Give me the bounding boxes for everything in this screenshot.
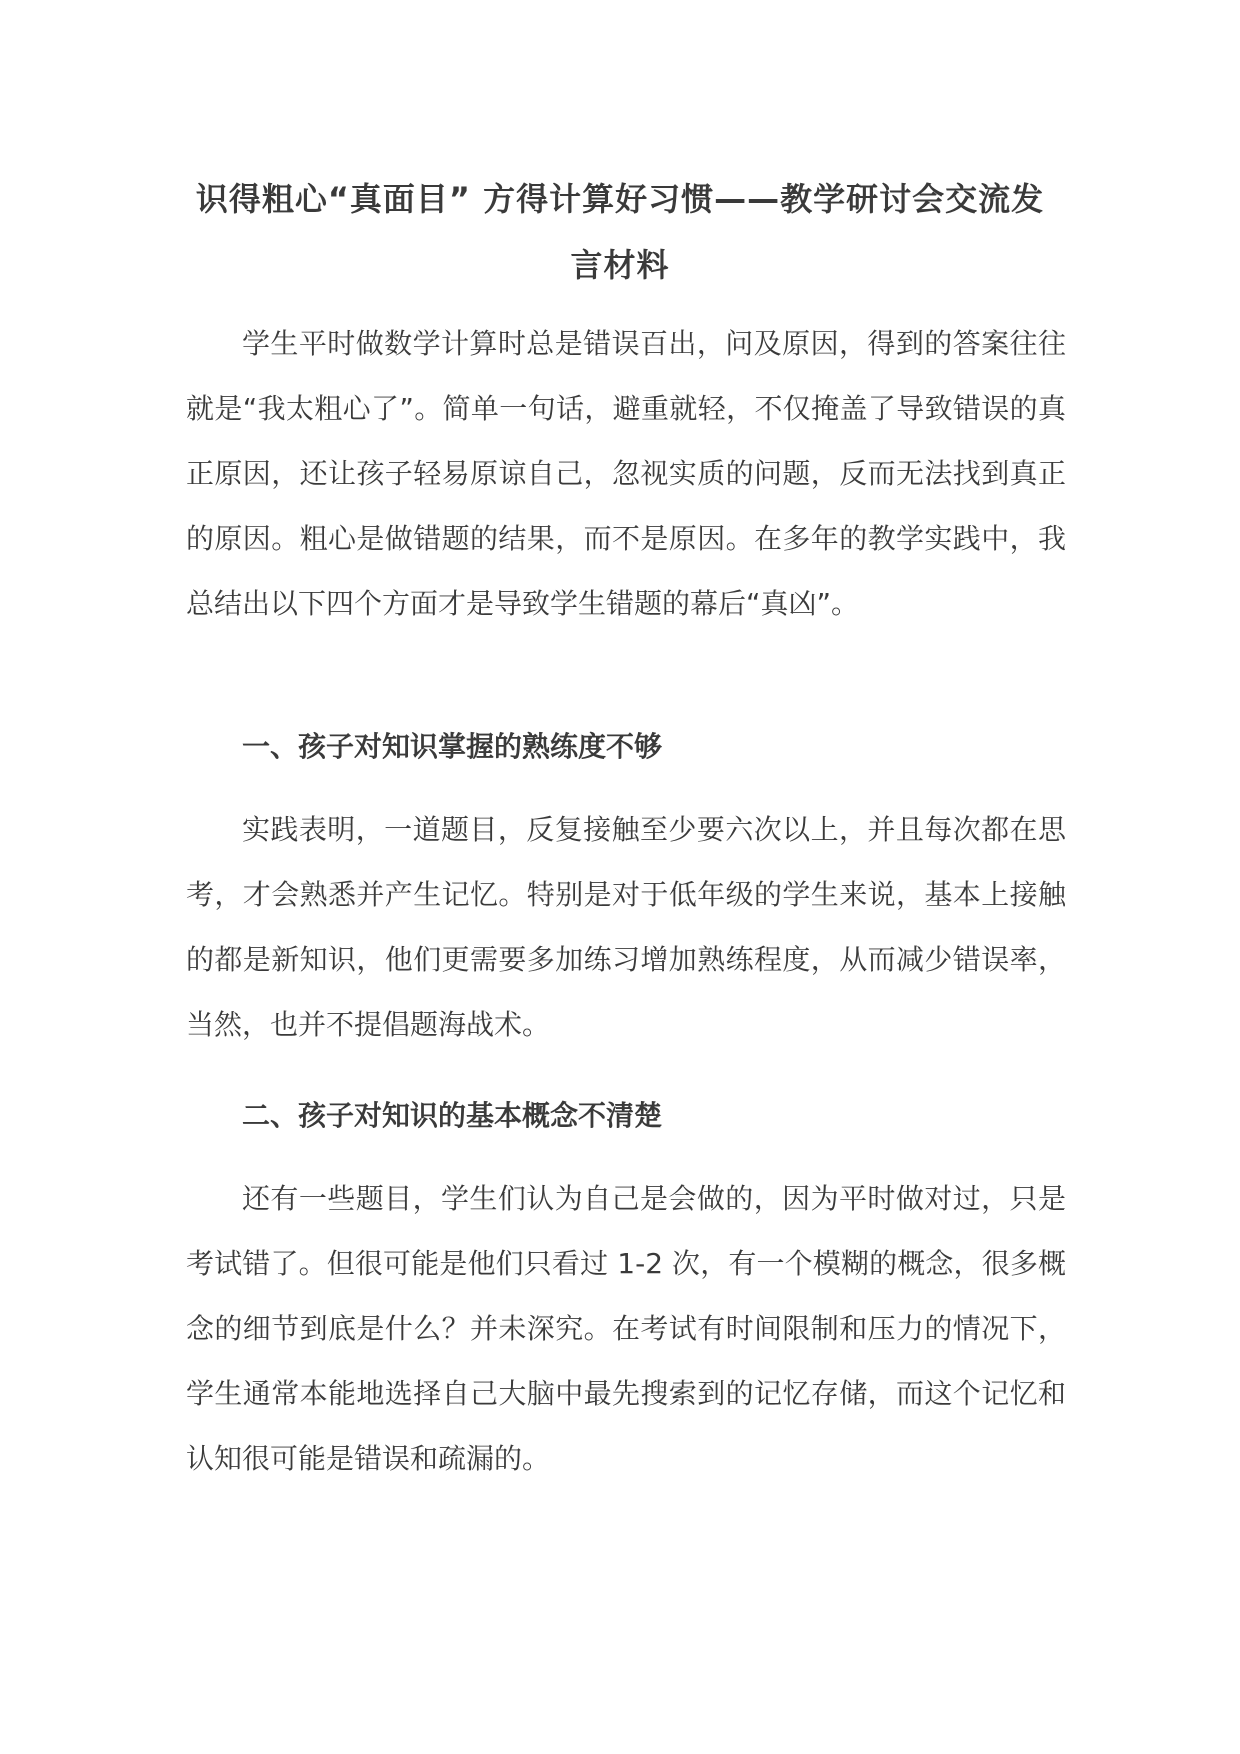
section-heading: 二、孩子对知识的基本概念不清楚 bbox=[242, 1099, 663, 1132]
document-title: 识得粗心“真面目” 方得计算好习惯——教学研讨会交流发言材料 bbox=[195, 180, 1045, 284]
body-paragraph: 学生平时做数学计算时总是错误百出，问及原因，得到的答案往往就是“我太粗心了”。简单一句话，避重就轻，不仅掩盖了导致错误的真正原因，还让孩子轻易原谅自己，忽视实质的问题，反而无法找到真正的原因。粗心是做错题的结果，而不是原因。在多年的教学实践中，我总结出以下四个方面才是导致学生错题的幕后“真凶”。 bbox=[186, 327, 1066, 620]
body-paragraph: 实践表明，一道题目，反复接触至少要六次以上，并且每次都在思考，才会熟悉并产生记忆。特别是对于低年级的学生来说，基本上接触的都是新知识，他们更需要多加练习增加熟练程度，从而减少错误率，当然，也并不提倡题海战术。 bbox=[186, 813, 1066, 1041]
section-heading: 一、孩子对知识掌握的熟练度不够 bbox=[242, 730, 663, 763]
body-paragraph: 还有一些题目，学生们认为自己是会做的，因为平时做对过，只是考试错了。但很可能是他们只看过 1-2 次，有一个模糊的概念，很多概念的细节到底是什么？并未深究。在考试有时间限制和压力的情况下，学生通常本能地选择自己大脑中最先搜索到的记忆存储，而这个记忆和认知很可能是错误和疏漏的。 bbox=[186, 1182, 1066, 1475]
